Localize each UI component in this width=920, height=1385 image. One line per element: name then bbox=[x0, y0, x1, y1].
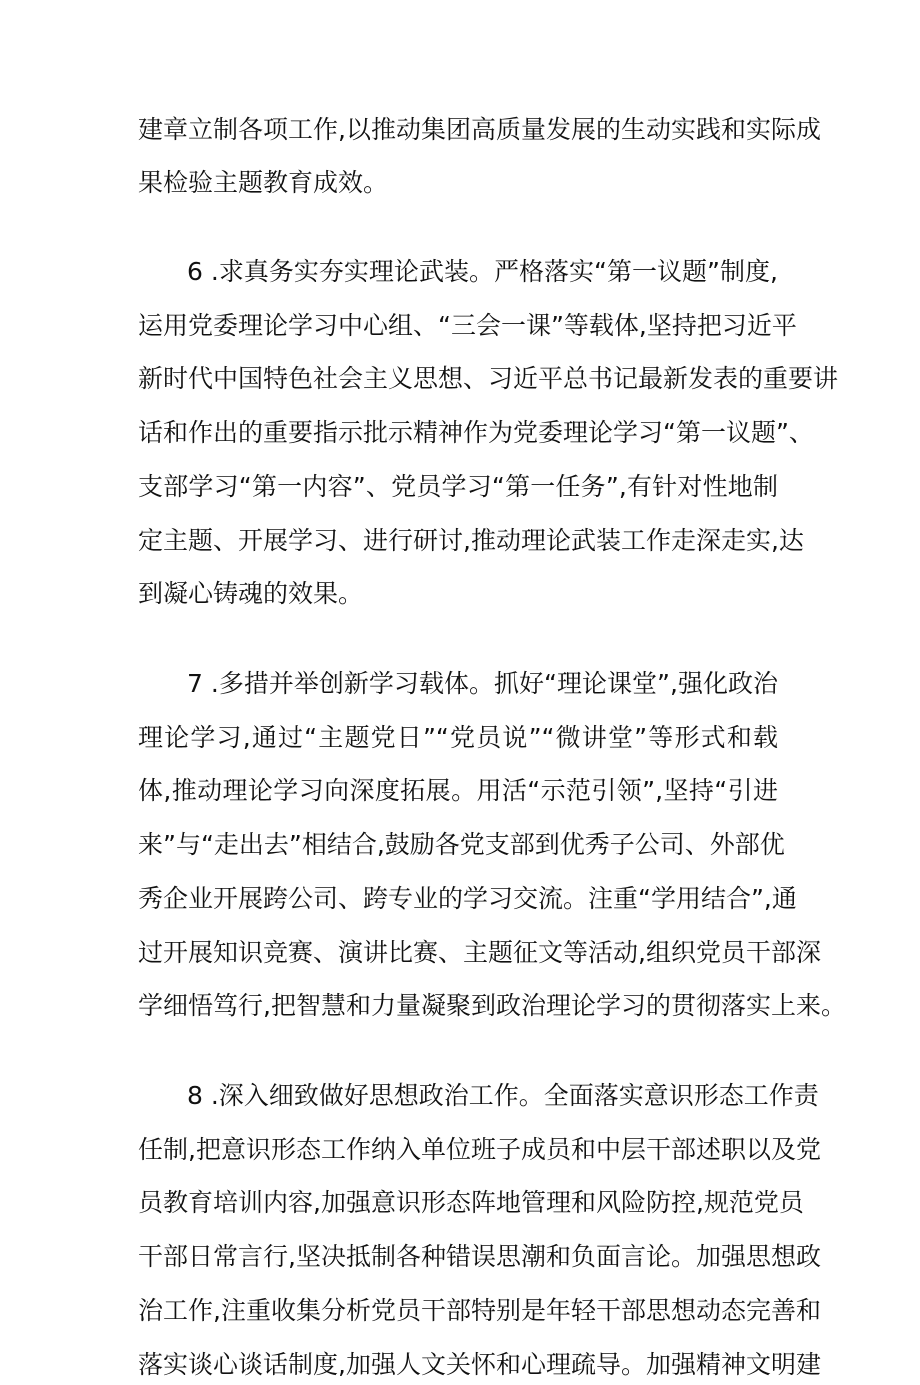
text-line: 支部学习“第一内容”、党员学习“第一任务”,有针对性地制 bbox=[138, 472, 778, 501]
text-line: 干部日常言行,坚决抵制各种错误思潮和负面言论。加强思想政 bbox=[138, 1242, 821, 1271]
text-line: 理论学习,通过“主题党日”“党员说”“微讲堂”等形式和载 bbox=[138, 723, 778, 752]
text-line: 学细悟笃行,把智慧和力量凝聚到政治理论学习的贯彻落实上来。 bbox=[138, 991, 846, 1020]
text-line: 体,推动理论学习向深度拓展。用活“示范引领”,坚持“引进 bbox=[138, 776, 778, 805]
text-line: 建章立制各项工作,以推动集团高质量发展的生动实践和实际成 bbox=[138, 115, 821, 144]
text-line: 任制,把意识形态工作纳入单位班子成员和中层干部述职以及党 bbox=[138, 1135, 821, 1164]
text-line: 落实谈心谈话制度,加强人文关怀和心理疏导。加强精神文明建 bbox=[138, 1350, 821, 1379]
text-line: 员教育培训内容,加强意识形态阵地管理和风险防控,规范党员 bbox=[138, 1188, 804, 1217]
text-line: 到凝心铸魂的效果。 bbox=[138, 579, 364, 608]
text-line: 话和作出的重要指示批示精神作为党委理论学习“第一议题”、 bbox=[138, 418, 814, 447]
text-line: 果检验主题教育成效。 bbox=[138, 168, 389, 197]
text-line: 秀企业开展跨公司、跨专业的学习交流。注重“学用结合”,通 bbox=[138, 884, 797, 913]
text-line: 治工作,注重收集分析党员干部特别是年轻干部思想动态完善和 bbox=[138, 1296, 821, 1325]
section-heading-7: 7 .多措并举创新学习载体。抓好“理论课堂”,强化政治 bbox=[187, 669, 778, 698]
text-line: 来”与“走出去”相结合,鼓励各党支部到优秀子公司、外部优 bbox=[138, 830, 785, 859]
section-heading-6: 6 .求真务实夯实理论武装。严格落实“第一议题”制度, bbox=[187, 257, 778, 286]
section-heading-8: 8 .深入细致做好思想政治工作。全面落实意识形态工作责 bbox=[187, 1081, 819, 1110]
text-line: 新时代中国特色社会主义思想、习近平总书记最新发表的重要讲 bbox=[138, 364, 839, 393]
text-line: 定主题、开展学习、进行研讨,推动理论武装工作走深走实,达 bbox=[138, 526, 804, 555]
text-line: 过开展知识竞赛、演讲比赛、主题征文等活动,组织党员干部深 bbox=[138, 938, 821, 967]
text-line: 运用党委理论学习中心组、“三会一课”等载体,坚持把习近平 bbox=[138, 311, 797, 340]
